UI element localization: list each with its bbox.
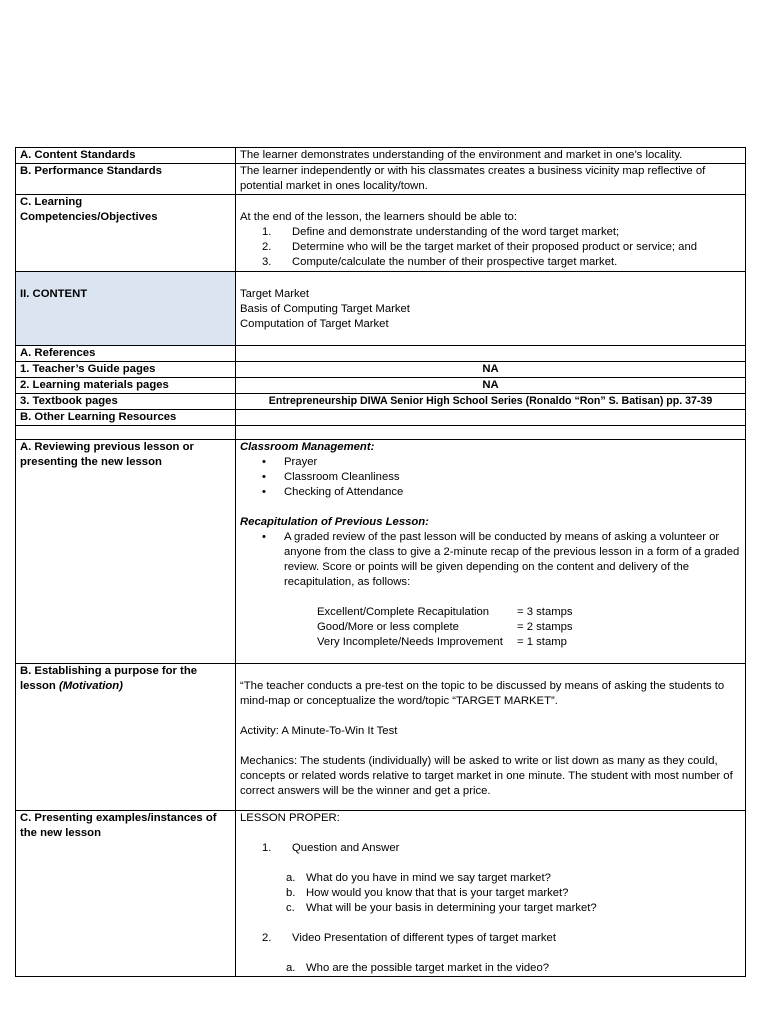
label-line: Competencies/Objectives — [20, 211, 158, 223]
row-label: 3. Textbook pages — [16, 394, 236, 410]
row-label: 2. Learning materials pages — [16, 378, 236, 394]
activity-text: Activity: A Minute-To-Win It Test — [240, 725, 398, 737]
row-label — [16, 195, 236, 272]
row-value — [236, 811, 746, 977]
row-label: A. Reviewing previous lesson or presenting the new lesson — [16, 440, 236, 664]
content-line: Basis of Computing Target Market — [240, 303, 410, 315]
competencies-row — [16, 195, 746, 272]
references-row — [16, 346, 746, 362]
label-line: C. Learning — [20, 196, 83, 208]
pretest-text: “The teacher conducts a pre-test on the topic to be discussed by means of asking the students to mind-map or conceptualize the word/topic “TARGET MARKET”. — [240, 680, 725, 707]
row-value — [236, 664, 746, 811]
mechanics-text: Mechanics: The students (individually) will be asked to write or list down as many as they could, concepts or related words relative to target market in one minute. The student with most number of correct answers will be the winner and get a price. — [240, 755, 733, 797]
objective-item: 2. Determine who will be the target market of their proposed product or service; and — [262, 241, 698, 253]
row-label: B. Establishing a purpose for the lesson (Motivation) — [16, 664, 236, 811]
lesson-item: 1. Question and Answer — [262, 842, 400, 854]
lesson-item: 2. Video Presentation of different types of target market — [262, 932, 556, 944]
score-row: Very Incomplete/Needs Improvement = 1 stamp — [317, 636, 567, 648]
row-value: NA — [236, 378, 746, 394]
content-row — [16, 272, 746, 346]
reviewing-row — [16, 440, 746, 664]
list-item: • A graded review of the past lesson will be conducted by means of asking a volunteer or anyone from the class to give a 2-minute recap of the previous lesson in a form of a graded review. Score or points will be given depending on the content and delivery of the recapitulation, as follows: — [262, 531, 740, 588]
row-value: The learner independently or with his classmates creates a business vicinity map reflective of potential market in ones locality/town. — [236, 164, 746, 195]
row-value: The learner demonstrates understanding of the environment and market in one’s locality. — [236, 148, 746, 164]
learning-materials-row — [16, 378, 746, 394]
question-item: c. What will be your basis in determining your target market? — [286, 902, 597, 914]
objective-item: 1. Define and demonstrate understanding of the word target market; — [262, 226, 620, 238]
management-title: Classroom Management: — [240, 441, 375, 453]
presenting-row — [16, 811, 746, 977]
objectives-intro: At the end of the lesson, the learners should be able to: — [240, 211, 517, 223]
question-item: b. How would you know that that is your target market? — [286, 887, 569, 899]
row-label: B. Performance Standards — [16, 164, 236, 195]
question-item: a. What do you have in mind we say target market? — [286, 872, 551, 884]
row-value — [236, 410, 746, 426]
question-item: a. Who are the possible target market in the video? — [286, 962, 550, 974]
purpose-row — [16, 664, 746, 811]
row-value — [236, 272, 746, 346]
teachers-guide-row — [16, 362, 746, 378]
row-label: C. Presenting examples/instances of the new lesson — [16, 811, 236, 977]
content-line: Computation of Target Market — [240, 318, 389, 330]
recap-title: Recapitulation of Previous Lesson: — [240, 516, 429, 528]
list-item: • Classroom Cleanliness — [262, 471, 400, 483]
spacer-row — [16, 426, 746, 440]
row-label: A. References — [16, 346, 236, 362]
row-label: A. Content Standards — [16, 148, 236, 164]
textbook-row — [16, 394, 746, 410]
row-label: 1. Teacher’s Guide pages — [16, 362, 236, 378]
lesson-proper-title: LESSON PROPER: — [240, 812, 340, 824]
score-table — [240, 605, 741, 650]
performance-standards-row — [16, 164, 746, 195]
lesson-plan-table — [15, 147, 746, 977]
list-item: • Checking of Attendance — [262, 486, 404, 498]
list-item: • Prayer — [262, 456, 318, 468]
row-value: Entrepreneurship DIWA Senior High School Series (Ronaldo “Ron” S. Batisan) pp. 37-39 — [236, 394, 746, 410]
content-standards-row — [16, 148, 746, 164]
objective-item: 3. Compute/calculate the number of their prospective target market. — [262, 256, 618, 268]
row-value — [236, 440, 746, 664]
row-label: II. CONTENT — [16, 272, 236, 346]
row-value — [236, 195, 746, 272]
content-line: Target Market — [240, 288, 310, 300]
row-label: B. Other Learning Resources — [16, 410, 236, 426]
other-resources-row — [16, 410, 746, 426]
row-value — [236, 346, 746, 362]
score-row: Good/More or less complete = 2 stamps — [317, 621, 573, 633]
score-row: Excellent/Complete Recapitulation = 3 stamps — [317, 606, 573, 618]
row-value: NA — [236, 362, 746, 378]
